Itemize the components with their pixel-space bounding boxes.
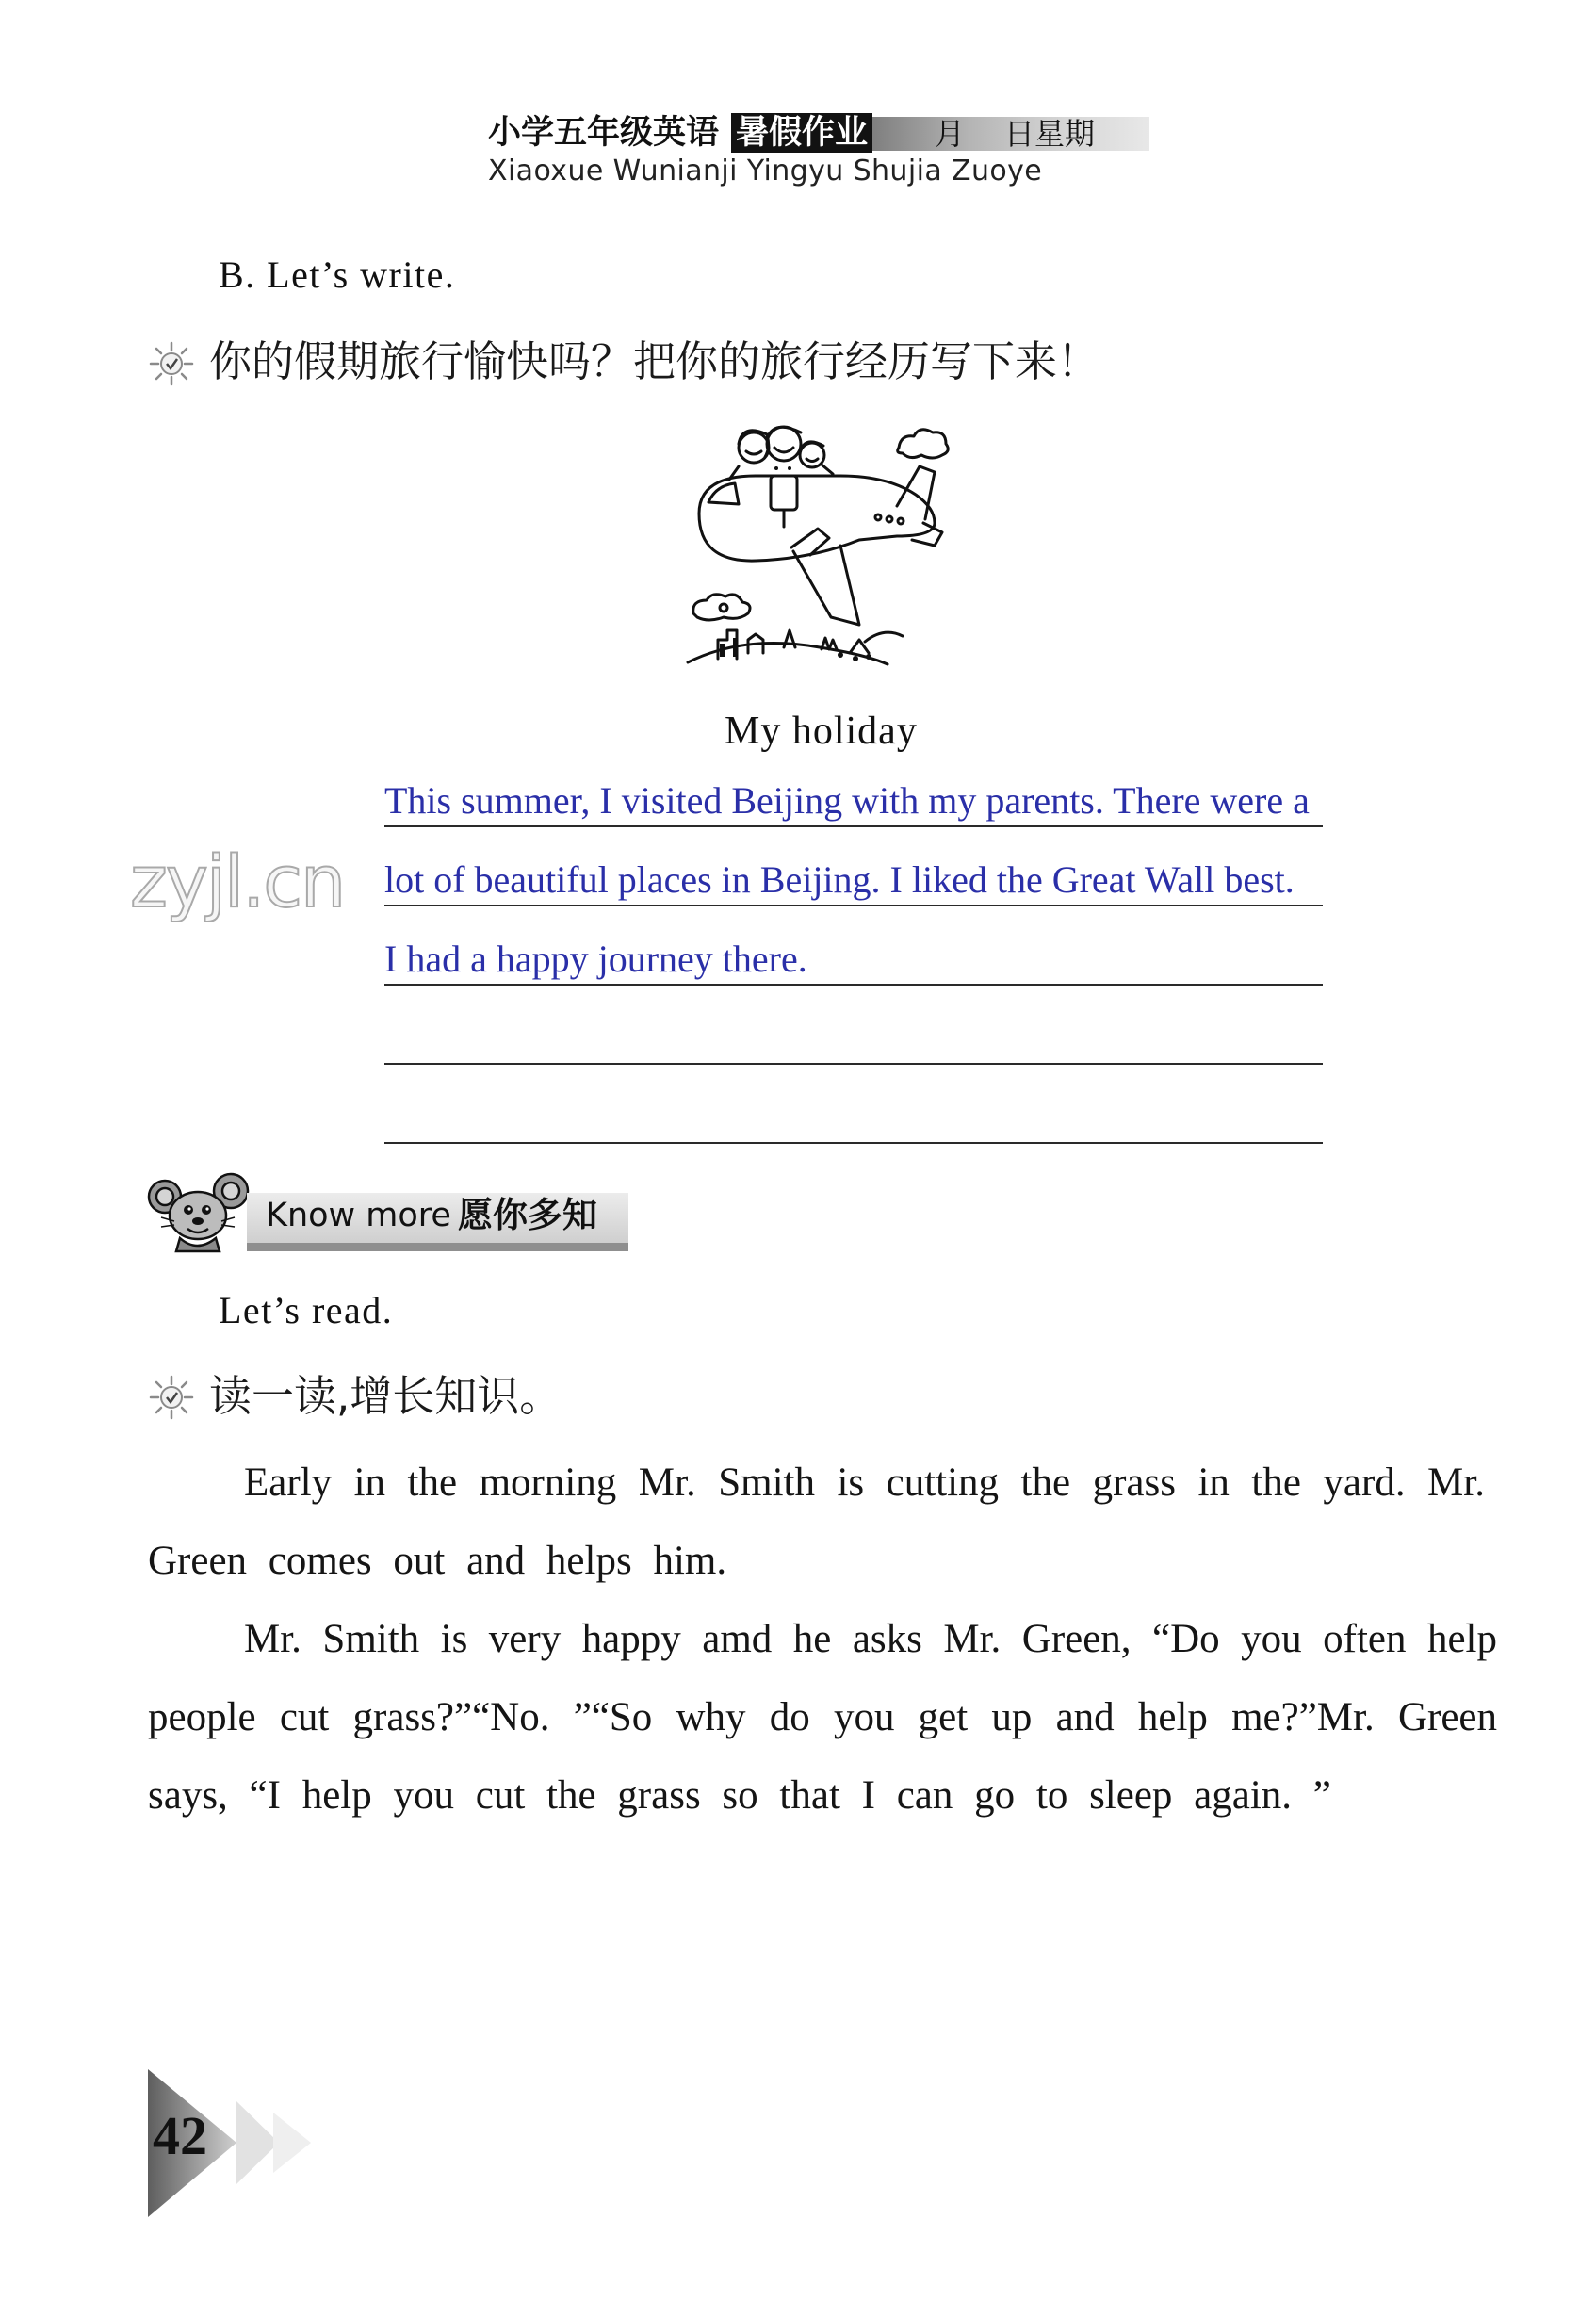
header-day-week-label: 日星期 xyxy=(1004,116,1096,152)
passage-line: Mr. Smith is very happy amd he asks Mr. Green, “Do you often help xyxy=(244,1617,1497,1661)
know-more-label-zh: 愿你多知 xyxy=(458,1195,597,1235)
reading-passage xyxy=(0,1444,1596,1835)
write-section-heading: B. Let’s write. xyxy=(219,253,456,296)
header-month-label: 月 xyxy=(935,116,966,152)
header-title-prefix: 小学五年级英语 xyxy=(488,113,720,152)
answer-lines xyxy=(384,748,1323,1144)
answer-line: lot of beautiful places in Beijing. I liked the Great Wall best. xyxy=(384,827,1323,906)
watermark: zyjl.cn xyxy=(130,840,345,923)
sun-icon xyxy=(148,1374,195,1421)
header-pinyin: Xiaoxue Wunianji Yingyu Shujia Zuoye xyxy=(488,155,1043,188)
read-section-heading: Let’s read. xyxy=(219,1289,394,1331)
page-number: 42 xyxy=(153,2105,207,2166)
sun-icon xyxy=(148,340,195,387)
answer-line-blank xyxy=(384,986,1323,1065)
answer-line: This summer, I visited Beijing with my parents. There were a xyxy=(384,748,1323,827)
read-instruction: 读一读,增长知识。 xyxy=(209,1371,562,1421)
essay-title: My holiday xyxy=(725,710,918,753)
passage-line: says, “I help you cut the grass so that I can go to sleep again. ” xyxy=(148,1773,1331,1818)
mouse-mascot-icon xyxy=(146,1172,250,1255)
answer-line-blank xyxy=(384,1065,1323,1144)
airplane-family-illustration xyxy=(680,419,963,676)
answer-line: I had a happy journey there. xyxy=(384,906,1323,986)
passage-line: Early in the morning Mr. Smith is cutting the grass in the yard. Mr. xyxy=(244,1461,1485,1505)
passage-line: people cut grass?”“No. ”“So why do you get up and help me?”Mr. Green xyxy=(148,1695,1497,1739)
know-more-label-en: Know more xyxy=(266,1197,451,1234)
passage-line: Green comes out and helps him. xyxy=(148,1539,727,1583)
write-instruction: 你的假期旅行愉快吗？把你的旅行经历写下来！ xyxy=(209,336,1100,386)
header-title-highlight: 暑假作业 xyxy=(731,113,872,153)
